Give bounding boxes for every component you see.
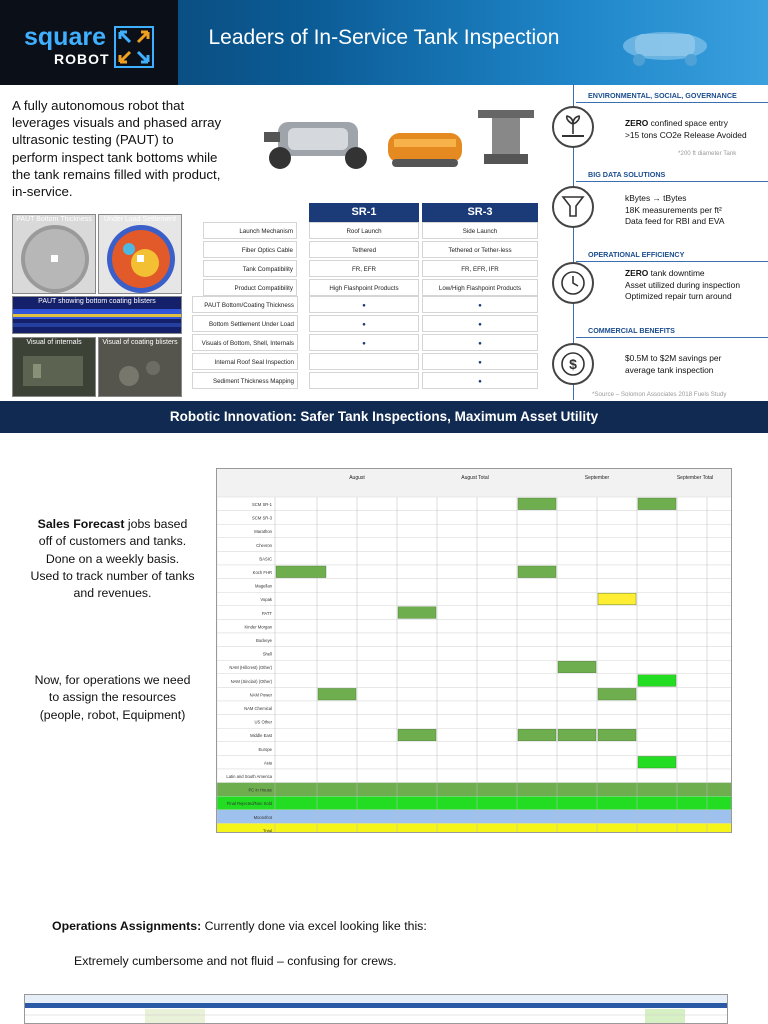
sheet-customer-label: Latin and South America	[226, 774, 272, 779]
dollar-cycle-icon	[552, 343, 594, 385]
paut-bottom-thickness-image	[12, 214, 96, 294]
commercial-source-note: *Source – Solomon Associates 2018 Fuels Study	[592, 391, 727, 398]
sheet-customer-label: PC in House	[248, 787, 272, 793]
company-logo	[0, 0, 178, 85]
logo-text-square: square	[24, 23, 106, 51]
sheet-row	[217, 742, 732, 756]
gear-clock-icon	[552, 262, 594, 304]
sheet-customer-label: Europe	[258, 746, 272, 752]
gear-clock-glyph	[554, 264, 592, 302]
col-header-sr3: SR-3	[422, 203, 538, 222]
sheet-row	[217, 524, 732, 538]
plant-hand-glyph	[554, 108, 592, 146]
row-label-tank: Tank Compatibility	[203, 260, 297, 277]
sr3-robot-image	[384, 125, 466, 171]
internals-visual-image	[12, 337, 96, 397]
page-title: Leaders of In-Service Tank Inspection	[208, 26, 560, 49]
big-data-line-2: 18K measurements per ft²	[625, 204, 722, 215]
svg-text:$: $	[569, 356, 577, 372]
sr3-fiber: Tethered or Tether-less	[422, 241, 538, 258]
sheet-job-block	[318, 688, 356, 700]
sr1-product: High Flashpoint Products	[309, 279, 419, 296]
sheet-job-block	[558, 729, 596, 741]
launch-mechanism-image	[470, 104, 542, 172]
sheet-row	[217, 606, 732, 620]
row-label-visuals: Visuals of Bottom, Shell, Internals	[192, 334, 298, 351]
op-eff-zero-bold: ZERO	[625, 268, 649, 278]
sr1-visuals-dot: ●	[309, 334, 419, 351]
sr3-tank: FR, EFR, IFR	[422, 260, 538, 277]
sheet-customer-label: Moonshot	[253, 814, 272, 820]
paut-map-graphic	[13, 215, 96, 294]
sheet-job-block	[398, 729, 436, 741]
sheet-customer-label: Buckeye	[255, 638, 272, 643]
sr1-roof-seal	[309, 353, 419, 370]
under-load-settlement-image	[98, 214, 182, 294]
robotic-innovation-banner: Robotic Innovation: Safer Tank Inspections, Maximum Asset Utility	[0, 401, 768, 433]
row-label-product: Product Compatibility	[203, 279, 297, 296]
sheet-customer-label: Shell	[262, 651, 272, 657]
sheet-job-block	[518, 498, 556, 510]
internals-graphic	[13, 338, 96, 397]
operational-efficiency-title: OPERATIONAL EFFICIENCY	[588, 250, 685, 259]
blisters-graphic	[99, 338, 182, 397]
sr3-roof-seal-dot: ●	[422, 353, 538, 370]
sheet-customer-label: NAM (Hillcrest) (Other)	[229, 665, 272, 671]
row-label-launch: Launch Mechanism	[203, 222, 297, 239]
coating-blisters-visual-image	[98, 337, 182, 397]
op-eff-line-3: Optimized repair turn around	[625, 291, 732, 301]
sheet-row	[217, 783, 732, 797]
sr3-product: Low/High Flashpoint Products	[422, 279, 538, 296]
blisters-caption: Visual of coating blisters	[102, 339, 178, 346]
sheet-row	[217, 687, 732, 701]
sheet-customer-label: Kinder Morgan	[244, 624, 272, 630]
operations-assignments-rest: Currently done via excel looking like this:	[201, 919, 427, 933]
sr1-tank: FR, EFR	[309, 260, 419, 277]
sheet-customer-label: NAM (Sinclair) (Other)	[230, 678, 272, 684]
sr3-sediment-dot: ●	[422, 372, 538, 389]
cumbersome-line: Extremely cumbersome and not fluid – confusing for crews.	[74, 954, 397, 968]
sr1-settlement-dot: ●	[309, 315, 419, 332]
esg-text	[625, 118, 747, 141]
esg-line-1	[625, 118, 747, 130]
sheet-month-label: August	[349, 475, 365, 481]
big-data-title: BIG DATA SOLUTIONS	[588, 170, 666, 179]
sr1-robot-image	[258, 102, 380, 180]
row-label-fiber: Fiber Optics Cable	[203, 241, 297, 258]
op-eff-line-1	[625, 268, 740, 280]
esg-note: *200 ft diameter Tank	[678, 150, 737, 157]
under-load-caption: Under Load Settlement	[104, 216, 176, 223]
assignment-grid	[25, 995, 728, 1024]
coating-blisters-paut-image	[12, 296, 182, 334]
commercial-benefits-title: COMMERCIAL BENEFITS	[588, 326, 675, 335]
sr3-settlement-dot: ●	[422, 315, 538, 332]
sheet-row	[217, 769, 732, 783]
sheet-row	[217, 701, 732, 715]
sheet-customer-label: SCM SR-1	[251, 502, 272, 507]
sheet-customer-label: Chevron	[256, 542, 272, 548]
sheet-job-block	[598, 729, 636, 741]
sheet-job-block	[638, 756, 676, 768]
coating-caption: PAUT showing bottom coating blisters	[38, 298, 156, 305]
sr3-visuals-dot: ●	[422, 334, 538, 351]
sheet-row	[217, 715, 732, 729]
esg-zero-bold: ZERO	[625, 118, 649, 128]
commercial-underline	[576, 337, 768, 338]
esg-title: ENVIRONMENTAL, SOCIAL, GOVERNANCE	[588, 91, 737, 100]
sheet-row	[217, 796, 732, 810]
sheet-month-label: September Total	[676, 475, 714, 481]
esg-line-2: >15 tons CO2e Release Avoided	[625, 129, 747, 140]
sheet-row	[217, 728, 732, 742]
commercial-text	[625, 353, 721, 376]
sheet-customer-label: Asia	[263, 760, 272, 766]
sheet-customer-label: Marathon	[254, 529, 272, 535]
sheet-job-block	[598, 593, 636, 605]
sr3-paut-dot: ●	[422, 296, 538, 313]
op-eff-line-1-rest: tank downtime	[648, 268, 705, 278]
sheet-job-block	[638, 498, 676, 510]
logo-text-robot: ROBOT	[54, 51, 110, 67]
big-data-text	[625, 193, 724, 228]
col-header-sr1: SR-1	[309, 203, 419, 222]
sheet-customer-label: Vopak	[260, 597, 272, 603]
sr3-launch: Side Launch	[422, 222, 538, 239]
paut-bottom-caption: PAUT Bottom Thickness	[16, 216, 92, 223]
op-eff-text	[625, 268, 740, 303]
sheet-customer-label: NAM Power	[249, 692, 272, 698]
sheet-row	[217, 647, 732, 661]
sales-forecast-rest: jobs based off of customers and tanks. Done on a weekly basis. Used to track number of tanks and revenues.	[30, 517, 195, 601]
row-label-paut: PAUT Bottom/Coating Thickness	[192, 296, 298, 313]
sheet-job-block	[276, 566, 326, 578]
plant-hand-icon	[552, 106, 594, 148]
commercial-line-2: average tank inspection	[625, 364, 714, 375]
data-funnel-glyph	[554, 188, 592, 226]
sheet-row	[217, 579, 732, 593]
sr1-fiber: Tethered	[309, 241, 419, 258]
esg-underline	[576, 102, 768, 103]
sheet-month-label: August Total	[461, 475, 489, 481]
sheet-job-block	[518, 729, 556, 741]
sheet-row	[217, 810, 732, 824]
data-funnel-icon	[552, 186, 594, 228]
operations-assignments-line	[52, 919, 427, 933]
sheet-row	[217, 511, 732, 525]
big-data-line-3: Data feed for RBI and EVA	[625, 216, 725, 226]
esg-line-1-rest: confined space entry	[648, 118, 728, 128]
sheet-job-block	[558, 661, 596, 673]
intro-paragraph: A fully autonomous robot that leverages visuals and phased array ultrasonic testing (PAUT) to perform inspect tank bottoms while the tank remains filled with product, in-service.	[12, 98, 222, 200]
sheet-job-block	[638, 675, 676, 687]
sheet-customer-label: US Other	[254, 719, 272, 725]
op-eff-line-2: Asset utilized during inspection	[625, 279, 740, 290]
sheet-job-block	[398, 607, 436, 619]
commercial-line-1: $0.5M to $2M savings per	[625, 353, 722, 363]
big-data-underline	[576, 181, 768, 182]
sheet-customer-label: Total	[263, 828, 272, 834]
sheet-job-block	[518, 566, 556, 578]
operations-description: Now, for operations we need to assign the resources (people, robot, Equipment)	[34, 673, 191, 722]
sheet-customer-label: BASIC	[259, 556, 272, 562]
sheet-job-block	[598, 688, 636, 700]
sheet-customer-label: Middle East	[250, 733, 272, 739]
sheet-month-label: September	[584, 475, 610, 481]
sheet-row	[217, 633, 732, 647]
sheet-row	[217, 538, 732, 552]
spreadsheet-grid	[217, 469, 732, 833]
settlement-map-graphic	[99, 215, 182, 294]
dollar-cycle-glyph	[554, 345, 592, 383]
sheet-customer-label: PATT	[261, 610, 272, 616]
sr1-launch: Roof Launch	[309, 222, 419, 239]
op-eff-underline	[576, 261, 768, 262]
row-label-settlement: Bottom Settlement Under Load	[192, 315, 298, 332]
row-label-roof-seal: Internal Roof Seal Inspection	[192, 353, 298, 370]
sales-forecast-spreadsheet	[216, 468, 732, 833]
header-banner	[0, 0, 768, 85]
sheet-header-bg	[217, 469, 732, 497]
sheet-row	[217, 660, 732, 674]
logo-arrows-icon	[114, 22, 154, 72]
internals-caption: Visual of internals	[26, 339, 82, 346]
operations-assignments-bold: Operations Assignments:	[52, 919, 202, 933]
sales-forecast-bold: Sales Forecast	[37, 517, 125, 531]
big-data-line-1: kBytes → tBytes	[625, 193, 687, 203]
sales-forecast-description	[30, 516, 195, 602]
sheet-row	[217, 592, 732, 606]
sheet-row	[217, 823, 732, 833]
robot-silhouette-icon	[605, 14, 725, 74]
sheet-customer-label: Final Rejected/Non Sold	[226, 801, 272, 807]
sheet-customer-label: NAM Chemical	[244, 706, 272, 711]
sheet-row	[217, 619, 732, 633]
sheet-customer-label: SCM SR-3	[251, 515, 272, 521]
operations-assignment-spreadsheet	[24, 994, 728, 1024]
sr1-sediment	[309, 372, 419, 389]
sheet-customer-label: Koch FHR	[252, 570, 272, 575]
sheet-row	[217, 551, 732, 565]
row-label-sediment: Sediment Thickness Mapping	[192, 372, 298, 389]
sheet-customer-label: Magellan	[255, 583, 272, 589]
sr1-paut-dot: ●	[309, 296, 419, 313]
